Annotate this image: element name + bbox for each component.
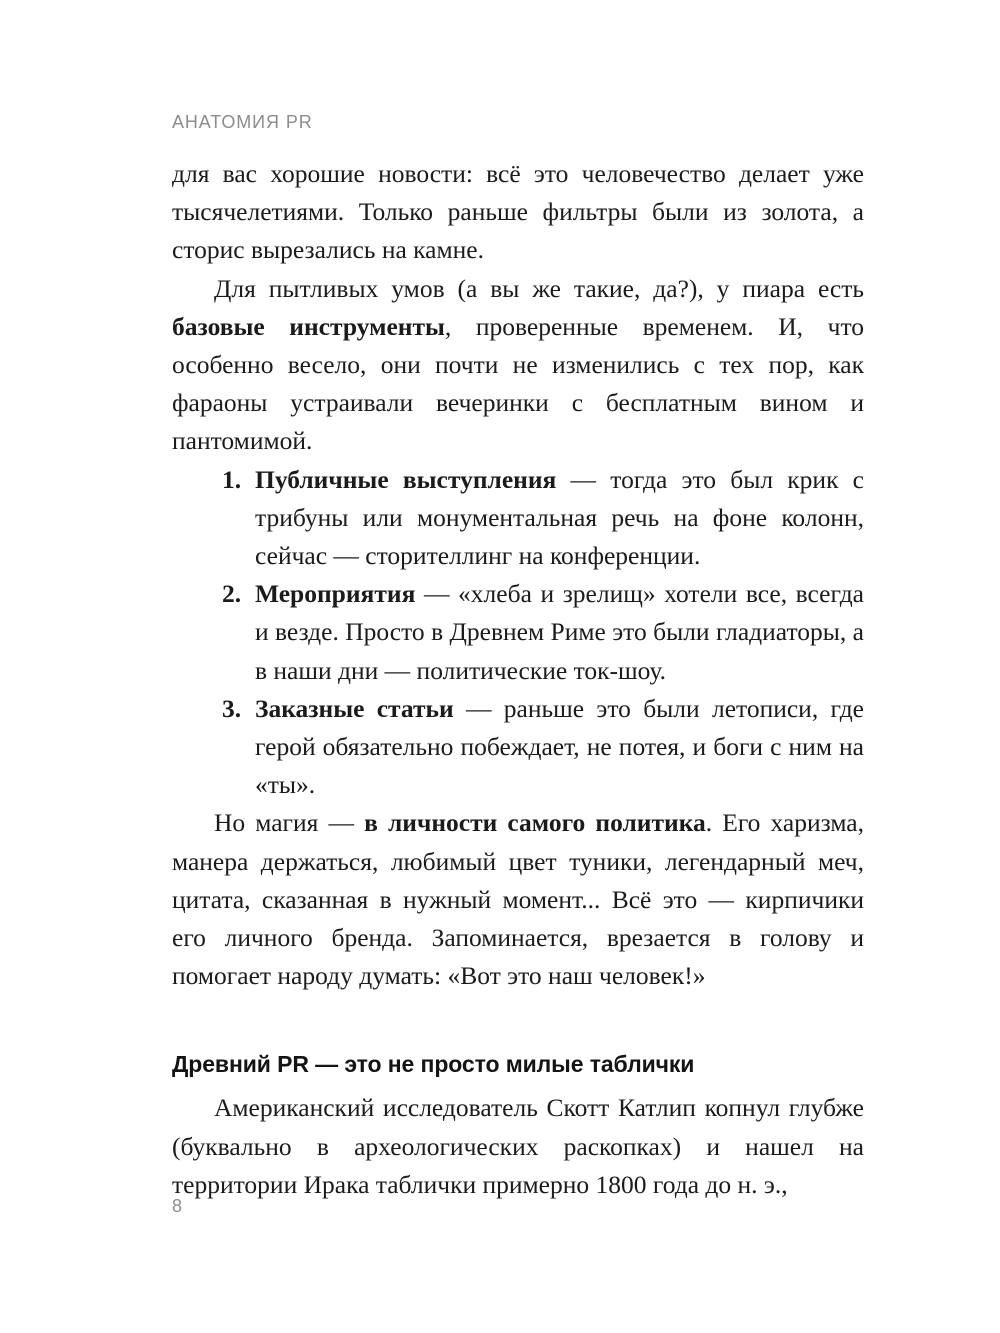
list-item-number: 1. [222, 464, 242, 494]
list-item-text: — тогда это был крик с трибуны или монументальная речь на фоне колонн, сейчас — сторителлинг на конференции. [255, 464, 864, 571]
list-item [172, 575, 864, 690]
tools-intro-part1: Для пытливых умов (а вы же такие, да?), у пиара есть [214, 273, 864, 303]
magic-part1: Но магия — [214, 808, 365, 838]
paragraph-tools-intro [172, 270, 864, 461]
page-number: 8 [172, 1196, 183, 1216]
tools-intro-part2: , проверенные временем. И, что особенно весело, они почти не изменились с тех пор, как фараоны устраивали вечеринки с бесплатным вином и пантомимой. [172, 311, 865, 456]
list-item-text: — «хлеба и зрелищ» хотели все, всегда и везде. Просто в Древнем Риме это были гладиаторы, а в наши дни — политические ток-шоу. [255, 579, 864, 685]
section-subheading: Древний PR — это не просто милые таблички [172, 1051, 695, 1078]
list-item-term: Публичные выступления [255, 464, 557, 494]
magic-bold: в личности самого политика [364, 808, 706, 838]
running-head: АНАТОМИЯ PR [172, 112, 313, 132]
spacer-before-subheading [172, 995, 864, 1047]
tools-intro-bold: базовые инструменты [172, 311, 445, 341]
paragraph-continued: для вас хорошие новости: всё это человечество делает уже тысячелетиями. Только раньше фильтры были из золота, а сторис вырезались на камне. [172, 159, 864, 265]
tools-list [172, 461, 864, 805]
list-item-text: — раньше это были летописи, где герой обязательно побеждает, не потея, и боги с ним на «ты». [255, 693, 864, 800]
list-item-number: 3. [222, 693, 242, 723]
paragraph-magic [172, 804, 864, 995]
page-content [172, 155, 864, 1204]
list-item-term: Заказные статьи [255, 693, 454, 723]
list-item-term: Мероприятия [255, 579, 416, 609]
list-item [172, 461, 864, 576]
list-item [172, 690, 864, 805]
list-item-number: 2. [222, 579, 242, 609]
spacer-after-subheading [172, 1081, 864, 1089]
magic-part2: . Его харизма, манера держаться, любимый цвет туники, легендарный меч, цитата, сказанная в нужный момент... Всё это — кирпичики его личного бренда. Запоминается, врезается в голову и помогает народу думать: «Вот это наш человек!» [172, 808, 864, 991]
paragraph-catlip: Американский исследователь Скотт Катлип копнул глубже (буквально в археологических раскопках) и нашел на территории Ирака таблички примерно 1800 года до н. э., [172, 1093, 864, 1199]
